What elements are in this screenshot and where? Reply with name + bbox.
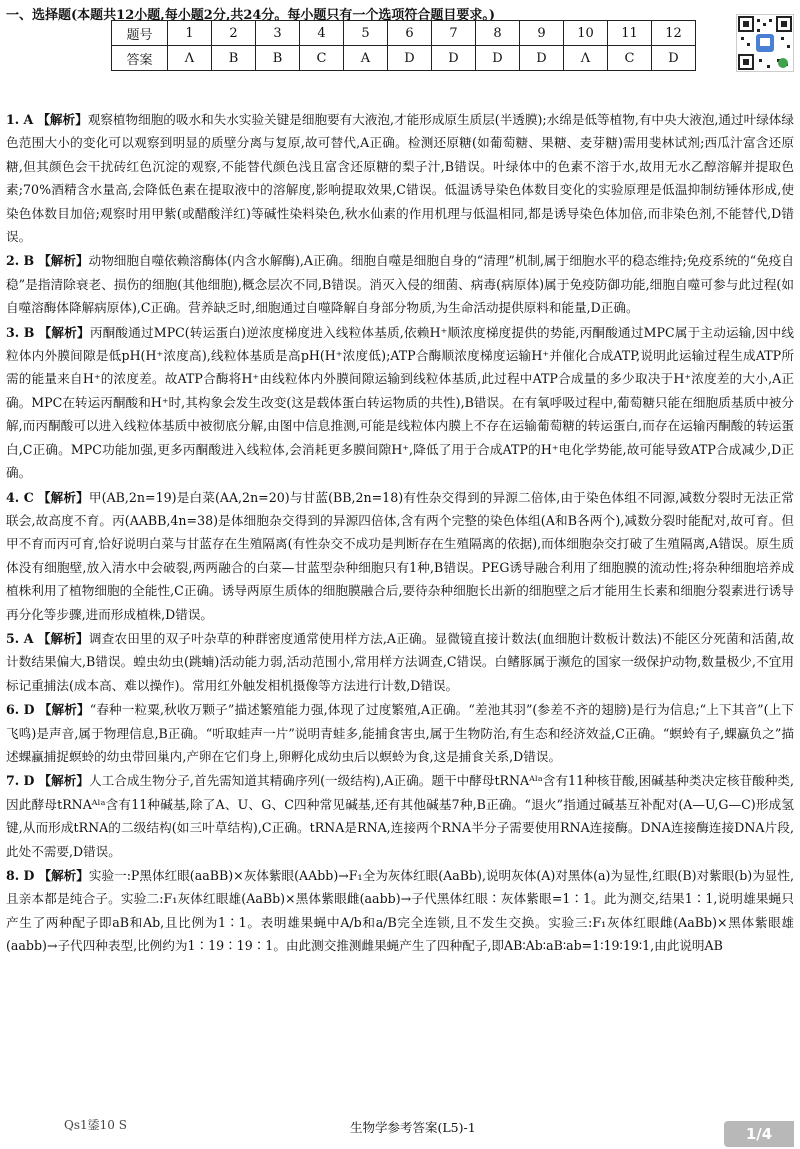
question-number: 11 (608, 21, 652, 46)
answer-cell: D (432, 46, 476, 71)
item-number: 3. B (6, 324, 35, 340)
question-number: 8 (476, 21, 520, 46)
question-number: 3 (256, 21, 300, 46)
question-number: 7 (432, 21, 476, 46)
explanation-item-4 (6, 486, 794, 626)
answer-cell: B (212, 46, 256, 71)
answer-table-answer-row (112, 46, 696, 71)
item-text: 人工合成生物分子,首先需知道其精确序列(一级结构),A正确。题干中酵母tRNAᴬˡᵃ含有11种核苷酸,困碱基种类决定核苷酸种类,因此酵母tRNAᴬˡᵃ含有11种碱基,除了A、U、G、C四种常见碱基,还有其他碱基7种,B正确。“退火”指通过碱基互补配对(A—U,G—C)形成氢键,从而形成tRNA的二级结构(如三叶草结构),C正确。tRNA是RNA,连接两个RNA半分子需要使用RNA连接酶。DNA连接酶连接DNA片段,此处不需要,D错误。 (6, 773, 794, 859)
answer-cell: C (608, 46, 652, 71)
footer-title: 生物学参考答案(L5)-1 (350, 1120, 476, 1135)
row-label-answer: 答案 (112, 46, 168, 71)
item-number: 6. D (6, 702, 35, 718)
item-number: 5. A (6, 630, 34, 646)
explanation-item-1 (6, 108, 794, 248)
question-number: 2 (212, 21, 256, 46)
question-number: 9 (520, 21, 564, 46)
question-number: 12 (652, 21, 696, 46)
analysis-tag: 【解析】 (38, 702, 90, 718)
answer-cell: D (476, 46, 520, 71)
question-number: 5 (344, 21, 388, 46)
question-number: 10 (564, 21, 608, 46)
item-text: 观察植物细胞的吸水和失水实验关键是细胞要有大液泡,才能形成原生质层(半透膜);水绵是低等植物,有中央大液泡,通过叶绿体绿色范围大小的变化可以观察到明显的质壁分离与复原,故可替代,A正确。检测还原糖(如葡萄糖、果糖、麦芽糖)需用斐林试剂;西瓜汁富含还原糖,但其颜色会干扰砖红色沉淀的观察,不能替代颜色浅且富含还原糖的梨子汁,B错误。叶绿体中的色素不溶于水,故用无水乙醇溶解并提取色素;70%酒精含水量高,会降低色素在提取液中的溶解度,影响提取效果,C错误。低温诱导染色体数目变化的实验原理是低温抑制纺锤体形成,使染色体数目加倍;观察时用甲紫(或醋酸洋红)等碱性染料染色,秋水仙素的作用机理与低温相同,都是诱导染色体加倍,而非染色剂,不能替代,D错误。 (6, 112, 794, 245)
explanation-item-7 (6, 769, 794, 863)
answer-cell: C (300, 46, 344, 71)
print-code: Qs1鋈10 S (64, 1118, 127, 1132)
item-text: 动物细胞自噬依赖溶酶体(内含水解酶),A正确。细胞自噬是细胞自身的“清理”机制,属于细胞水平的稳态维持;免疫系统的“免疫自稳”是指清除衰老、损伤的细胞(其他细胞),概念层次不同,B错误。消灭入侵的细菌、病毒(病原体)属于免疫防御功能,细胞自噬可参与此过程(如自噬溶酶体降解病原体),C正确。营养缺乏时,细胞通过自噬降解自身部分物质,为生命活动提供原料和能量,D正确。 (6, 253, 794, 316)
item-text: “春种一粒粟,秋收万颗子”描述繁殖能力强,体现了过度繁殖,A正确。“差池其羽”(参差不齐的翅膀)是行为信息;“上下其音”(上下飞鸣)是声音,属于物理信息,B正确。“听取蛙声一片”说明青蛙多,能捕食害虫,属于生物防治,有生态和经济效益,C正确。“螟蛉有子,蜾蠃负之”描述蜾蠃捕捉螟蛉的幼虫带回巢内,产卵在它们身上,卵孵化成幼虫后以螟蛉为食,这是捕食关系,D错误。 (6, 702, 795, 764)
item-number: 4. C (6, 489, 34, 505)
explanation-item-2 (6, 249, 794, 319)
item-number: 7. D (6, 773, 35, 789)
analysis-tag: 【解析】 (37, 630, 89, 646)
analysis-tag: 【解析】 (38, 773, 89, 789)
analysis-tag: 【解析】 (37, 112, 88, 127)
item-number: 8. D (6, 868, 35, 883)
item-text: 调查农田里的双子叶杂草的种群密度通常使用样方法,A正确。显微镜直接计数法(血细胞计数板计数法)不能区分死菌和活菌,故计数结果偏大,B错误。蝗虫幼虫(跳蝻)活动能力弱,活动范围小,常用样方法调查,C错误。白鳍豚属于濒危的国家一级保护动物,数量极少,不宜用标记重捕法(成本高、难以操作)。常用红外触发相机摄像等方法进行计数,D错误。 (6, 630, 794, 693)
page-indicator[interactable]: 1/4 (724, 1121, 794, 1147)
explanation-item-3 (6, 321, 794, 485)
item-text: 甲(AB,2n=19)是白菜(AA,2n=20)与甘蓝(BB,2n=18)有性杂交得到的异源二倍体,由于染色体组不同源,减数分裂时无法正常联会,故高度不育。丙(AABB,4n=38)是体细胞杂交得到的异源四倍体,含有两个完整的染色体组(A和B各两个),减数分裂时能配对,故可育。但甲不育而丙可育,恰好说明白菜与甘蓝存在生殖隔离(有性杂交不成功是判断存在生殖隔离的依据),而体细胞杂交打破了生殖隔离,A错误。原生质体没有细胞壁,放入清水中会破裂,两两融合的白菜—甘蓝型杂种细胞只有1种,B错误。PEG诱导融合利用了细胞膜的流动性;将杂种细胞培养成植株利用了植物细胞的全能性,C正确。诱导两原生质体的细胞膜融合后,要待杂种细胞长出新的细胞壁之后才能用生长素和细胞分裂素进行诱导再分化等步骤,进而形成植株,D错误。 (6, 489, 794, 622)
row-label-number: 题号 (112, 21, 168, 46)
page-footer (0, 1114, 800, 1149)
analysis-tag: 【解析】 (37, 489, 89, 505)
answer-cell: B (256, 46, 300, 71)
answer-table (111, 20, 696, 71)
question-number: 6 (388, 21, 432, 46)
item-number: 1. A (6, 112, 34, 127)
answer-table-number-row (112, 21, 696, 46)
analysis-tag: 【解析】 (38, 253, 89, 269)
analysis-tag: 【解析】 (38, 324, 90, 340)
answer-cell: A (344, 46, 388, 71)
answer-cell: D (520, 46, 564, 71)
question-number: 1 (168, 21, 212, 46)
item-text: 丙酮酸通过MPC(转运蛋白)逆浓度梯度进入线粒体基质,依赖H⁺顺浓度梯度提供的势能,丙酮酸通过MPC属于主动运输,因中线粒体内外膜间隙是低pH(H⁺浓度高),线粒体基质是高pH(H⁺浓度低);ATP合酶顺浓度梯度运输H⁺并催化合成ATP,说明此运输过程生成ATP所需的能量来自H⁺的浓度差。故ATP合酶将H⁺由线粒体内外膜间隙运输到线粒体基质,此过程中ATP合成量的多少取决于H⁺浓度差的大小,A正确。MPC在转运丙酮酸和H⁺时,其构象会发生改变(这是载体蛋白转运物质的共性),B错误。在有氧呼吸过程中,葡萄糖只能在细胞质基质中被分解,而丙酮酸可以进入线粒体基质中被彻底分解,由图中信息推测,可能是线粒体内膜上不存在运输葡萄糖的转运蛋白,而存在运输丙酮酸的转运蛋白,C正确。MPC功能加强,更多丙酮酸进入线粒体,会消耗更多膜间隙H⁺,降低了用于合成ATP的H⁺电化学势能,故可能导致ATP合成减少,D正确。 (6, 324, 795, 481)
explanation-item-6 (6, 698, 794, 768)
qr-code-icon[interactable] (736, 14, 794, 72)
answer-cell: D (652, 46, 696, 71)
explanation-item-8 (6, 864, 794, 958)
question-number: 4 (300, 21, 344, 46)
answer-cell: Λ (168, 46, 212, 71)
item-text: 实验一:P黑体红眼(aaBB)×灰体紫眼(AAbb)→F₁全为灰体红眼(AaBb),说明灰体(A)对黑体(a)为显性,红眼(B)对紫眼(b)为显性,且亲本都是纯合子。实验二:F₁灰体红眼雄(AaBb)×黑体紫眼雌(aabb)→子代黑体红眼∶灰体紫眼=1∶1。此为测交,结果1∶1,说明雄果蝇只产生了两种配子即aB和Ab,且比例为1∶1。表明雄果蝇中A/b和a/B完全连锁,且不发生交换。实验三:F₁灰体红眼雌(AaBb)×黑体紫眼雄(aabb)→子代四种表型,比例约为1∶19∶19∶1。由此测交推测雌果蝇产生了四种配子,即AB∶Ab∶aB∶ab=1∶19∶19∶1,由此说明AB (6, 868, 795, 954)
answer-cell: Λ (564, 46, 608, 71)
explanation-item-5 (6, 627, 794, 697)
answer-cell: D (388, 46, 432, 71)
section-title: 一、选择题(本题共12小题,每小题2分,共24分。每小题只有一个选项符合题目要求。) (6, 8, 496, 23)
item-number: 2. B (6, 253, 35, 269)
explanations-list (6, 108, 794, 959)
analysis-tag: 【解析】 (38, 868, 89, 883)
